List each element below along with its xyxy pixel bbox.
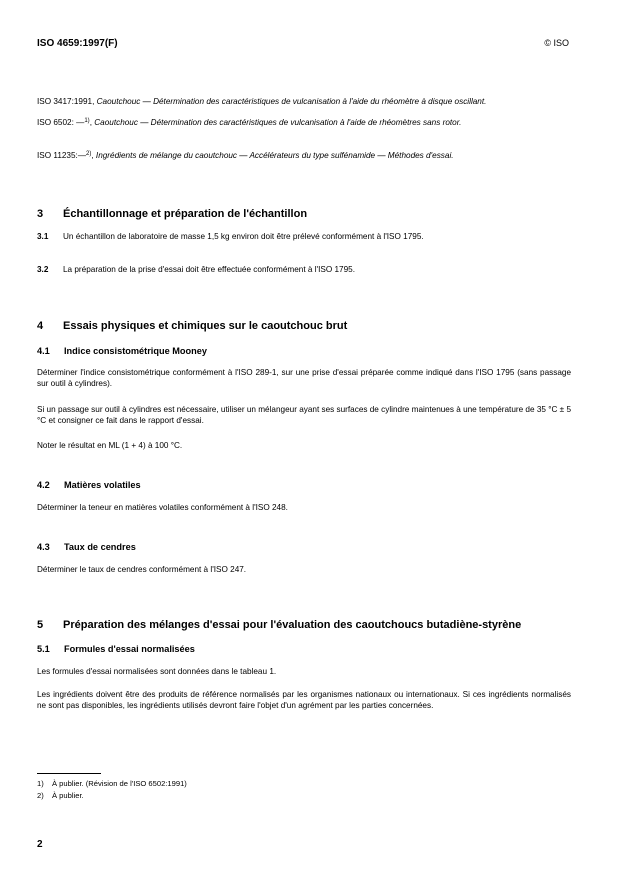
paragraph: Les ingrédients doivent être des produits de référence normalisés par les organismes nationaux ou internationaux. Si ces ingrédients normalisés ne sont pas disponibles, les ingrédients utilisés devront faire l'objet d'un agrément par les parties concernées. [37,690,571,710]
section-heading: 4 Essais physiques et chimiques sur le caoutchouc brut [37,320,348,332]
footnote: 2) À publier. [37,791,84,800]
section-heading: 3 Échantillonnage et préparation de l'échantillon [37,208,308,220]
reference-item: ISO 6502: —$^{1)}$, Caoutchouc — Détermination des caractéristiques de vulcanisation à l'aide de rhéomètres sans rotor. [37,118,462,127]
clause-3-1: 3.1 Un échantillon de laboratoire de masse 1,5 kg environ doit être prélevé conformément à l'ISO 1795. [37,232,424,241]
paragraph: Noter le résultat en ML (1 + 4) à 100 °C. [37,441,183,450]
paragraph: Les formules d'essai normalisées sont données dans le tableau 1. [37,667,277,676]
subsection-heading: 4.3 Taux de cendres [37,542,136,552]
paragraph: Déterminer l'indice consistométrique conformément à l'ISO 289-1, sur une prise d'essai préparée comme indiqué dans l'ISO 1795 (sans passage sur outil à cylindres). [37,368,571,388]
page-number: 2 [37,839,43,850]
section-heading: 5 Préparation des mélanges d'essai pour l'évaluation des caoutchoucs butadiène-styrène [37,619,522,631]
standard-reference: ISO 4659:1997(F) [37,38,118,49]
paragraph: Si un passage sur outil à cylindres est nécessaire, utiliser un mélangeur ayant ses surfaces de cylindre maintenues à une température de 35 °C ± 5 °C et consigner ce fait dans le rapport d'essai. [37,405,571,425]
reference-item: ISO 11235:—$^{2)}$, Ingrédients de mélange du caoutchouc — Accélérateurs du type sulfénamide — Méthodes d'essai. [37,151,454,160]
reference-item: ISO 3417:1991, Caoutchouc — Détermination des caractéristiques de vulcanisation à l'aide du rhéomètre à disque oscillant. [37,97,487,106]
subsection-heading: 4.1 Indice consistométrique Mooney [37,346,207,356]
clause-3-2: 3.2 La préparation de la prise d'essai doit être effectuée conformément à l'ISO 1795. [37,265,355,274]
paragraph: Déterminer la teneur en matières volatiles conformément à l'ISO 248. [37,503,288,512]
subsection-heading: 4.2 Matières volatiles [37,480,141,490]
subsection-heading: 5.1 Formules d'essai normalisées [37,644,195,654]
paragraph: Déterminer le taux de cendres conformément à l'ISO 247. [37,565,247,574]
copyright-mark: © ISO [544,38,569,48]
footnote: 1) À publier. (Révision de l'ISO 6502:1991) [37,779,187,788]
footnote-rule [37,773,101,774]
